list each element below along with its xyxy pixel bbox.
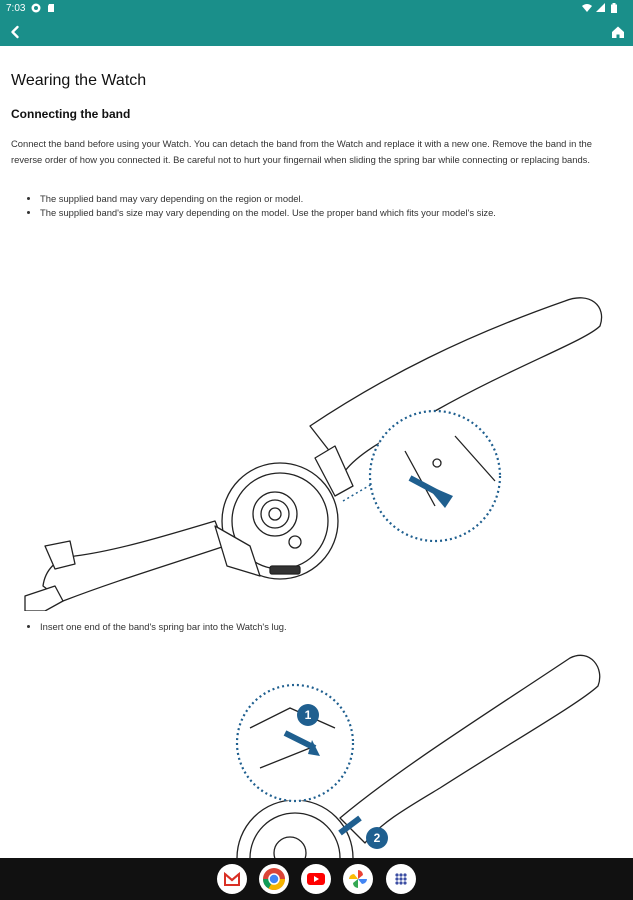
notes-list: [22, 192, 633, 220]
page-title: Wearing the Watch: [11, 72, 147, 89]
photos-app[interactable]: [343, 864, 373, 894]
taskbar: [0, 858, 633, 900]
youtube-app[interactable]: [301, 864, 331, 894]
app-drawer-icon: [386, 864, 416, 894]
list-item: • The supplied band's size may vary depending on the model. Use the proper band which fits your model's size.: [40, 206, 633, 220]
document-view[interactable]: [0, 46, 633, 858]
gmail-app[interactable]: [217, 864, 247, 894]
cloud-sync-icon: [31, 3, 41, 13]
chrome-app[interactable]: [259, 864, 289, 894]
signal-icon: [596, 3, 606, 13]
spring-bar-illustration: [140, 648, 610, 858]
status-bar: [0, 0, 633, 18]
back-button[interactable]: [5, 22, 25, 42]
battery-icon: [610, 3, 618, 13]
gmail-icon: [217, 864, 247, 894]
home-icon: [612, 27, 624, 39]
step-list: [22, 620, 633, 634]
wifi-icon: [582, 3, 592, 13]
home-button[interactable]: [608, 22, 628, 42]
photos-icon: [343, 864, 373, 894]
list-item: • Insert one end of the band's spring bar into the Watch's lug.: [40, 620, 633, 634]
section-heading: Connecting the band: [11, 107, 131, 121]
sd-card-icon: [46, 3, 56, 13]
youtube-icon: [301, 864, 331, 894]
app-drawer[interactable]: [386, 864, 416, 894]
list-item: • The supplied band may vary depending on the region or model.: [40, 192, 633, 206]
app-bar: [0, 18, 633, 46]
chrome-icon: [259, 864, 289, 894]
status-time: 7:03: [6, 3, 26, 14]
intro-paragraph: Connect the band before using your Watch. You can detach the band from the Watch and replace it with a new one. Remove the band in the reverse order of how you connected it. Be careful not to hurt your fingernail when sliding the spring bar while connecting or replacing bands.: [11, 138, 592, 165]
callout-1-label: 1: [304, 708, 312, 722]
chevron-left-icon: [13, 27, 18, 37]
callout-2-label: 2: [373, 831, 381, 845]
watch-band-illustration: [15, 246, 615, 611]
